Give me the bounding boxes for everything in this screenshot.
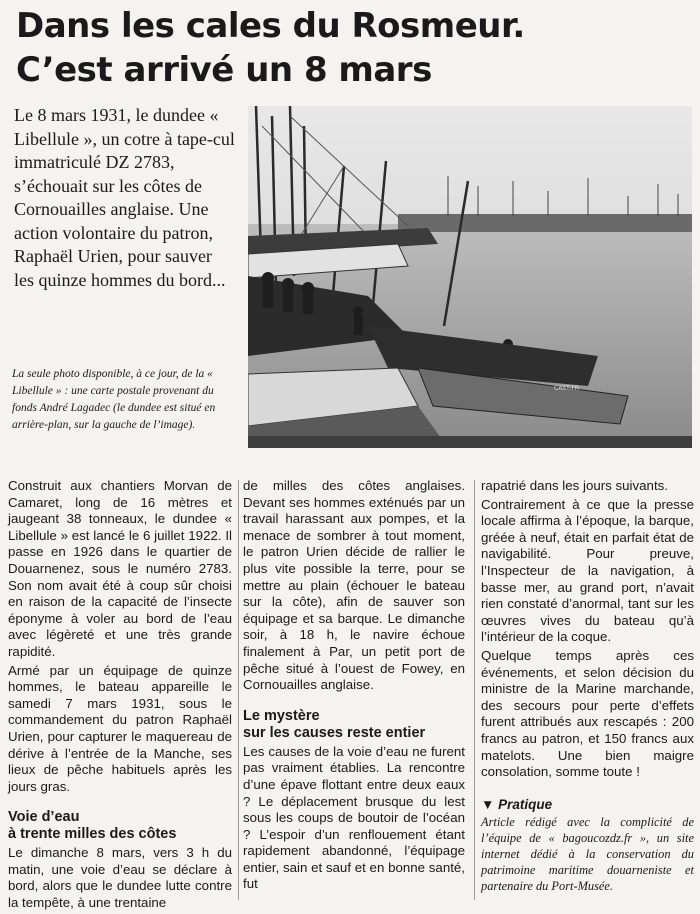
subheading-line-2: sur les causes reste entier — [243, 724, 426, 741]
photo-caption: La seule photo disponible, à ce jour, de la « Libellule » : une carte postale provenant du fonds André Lagadec (le dundee est situé en arrière-plan, sur la gauche de l’image). — [12, 368, 216, 431]
body-paragraph: Contrairement à ce que la presse locale affirma à l’époque, la barque, gréée à neuf, était en parfait état de navigabilité. Pour preuve, l’Inspecteur de la navigation, à basse mer, au grand port, n’avait rien constaté d’anormal, tant sur les œuvres vives du bateau qu’à l’intérieur de la coque. — [481, 496, 694, 645]
harbor-photo-image — [248, 106, 692, 448]
body-paragraph: Armé par un équipage de quinze hommes, le bateau appareille le samedi 7 mars 1931, sous le commandement du patron Raphaël Urien, pour capturer le maquereau de dérive à l’entrée de la Manche, ses lieux de pêche habituels après les jours gras. — [8, 662, 232, 794]
subheading-line-1: Le mystère — [243, 707, 320, 724]
subheading-line-2: à trente milles des côtes — [8, 826, 177, 843]
pratique-text: Article rédigé avec la complicité de l’équipe de « bagoucozdz.fr », un site internet dédié à la conservation du patrimoine maritime douarneniste et partenaire du Port-Musée. — [481, 815, 694, 894]
headline-line-2: C’est arrivé un 8 mars — [16, 50, 432, 90]
subheading-line-1: Voie d’eau — [8, 809, 80, 826]
headline-line-1: Dans les cales du Rosmeur. — [16, 6, 525, 46]
column-divider-2 — [474, 480, 475, 900]
lead-paragraph: Le 8 mars 1931, le dundee « Libellule », un cotre à tape-cul immatriculé DZ 2783, s’échouait sur les côtes de Cornouailles anglaise. Une action volontaire du patron, Raphaël Urien, pour sauver les quinze hommes du bord... — [14, 105, 235, 290]
body-paragraph: de milles des côtes anglaises. Devant ses hommes exténués par un travail harassant aux pompes, et la menace de sombrer à tout moment, le patron Urien décide de rallier le plus vite possible la terre, pour se mettre au plain (échouer le bateau sur la côte), afin de sauver son équipage et sa barque. Le dimanche soir, à 18 h, le navire échoue finalement à Par, un petit port de pêche situé à l’ouest de Fowey, en Cornouailles anglaise. — [243, 478, 465, 693]
article-column-1 — [8, 478, 232, 914]
boat-registration-label: CAST-FR — [554, 385, 580, 392]
column-divider-1 — [238, 480, 239, 900]
body-paragraph: Le dimanche 8 mars, vers 3 h du matin, une voie d’eau se déclare à bord, alors que le dundee lutte contre la tempête, à une trentaine — [8, 845, 232, 911]
subheading-voie-d-eau — [8, 809, 232, 843]
harbor-photo — [248, 106, 692, 448]
subheading-le-mystere — [243, 708, 465, 742]
headline — [16, 4, 686, 92]
article-column-3 — [481, 478, 694, 896]
body-paragraph: rapatrié dans les jours suivants. — [481, 478, 668, 493]
body-paragraph: Construit aux chantiers Morvan de Camaret, long de 16 mètres et jaugeant 38 tonneaux, le dundee « Libellule » est lancé le 6 juillet 1922. Il passe en 1926 dans le quartier de Douarnenez, sous le numéro 2783. Son nom avait été à coup sûr choisi en raison de la capacité de l’insecte éponyme à voler au bord de l’eau avec légèreté et une très grande rapidité. — [8, 478, 232, 659]
pratique-heading: ▼ Pratique — [481, 796, 553, 812]
body-paragraph: Quelque temps après ces événements, et selon décision du ministre de la Marine marchande, des secours pour perte d’effets furent attribués aux rescapés : 200 francs au patron, et 150 francs aux matelots. Une bien maigre consolation, somme toute ! — [481, 647, 694, 780]
body-paragraph: Les causes de la voie d’eau ne furent pas vraiment établies. La rencontre d’une épave flottant entre deux eaux ? Le déplacement brusque du lest sous les coups de boutoir de l’océan ? L’espoir d’un renflouement étant rapidement abandonné, l’équipage entier, sain et sauf et en bonne santé, fut — [243, 743, 465, 892]
article-column-2 — [243, 478, 465, 895]
